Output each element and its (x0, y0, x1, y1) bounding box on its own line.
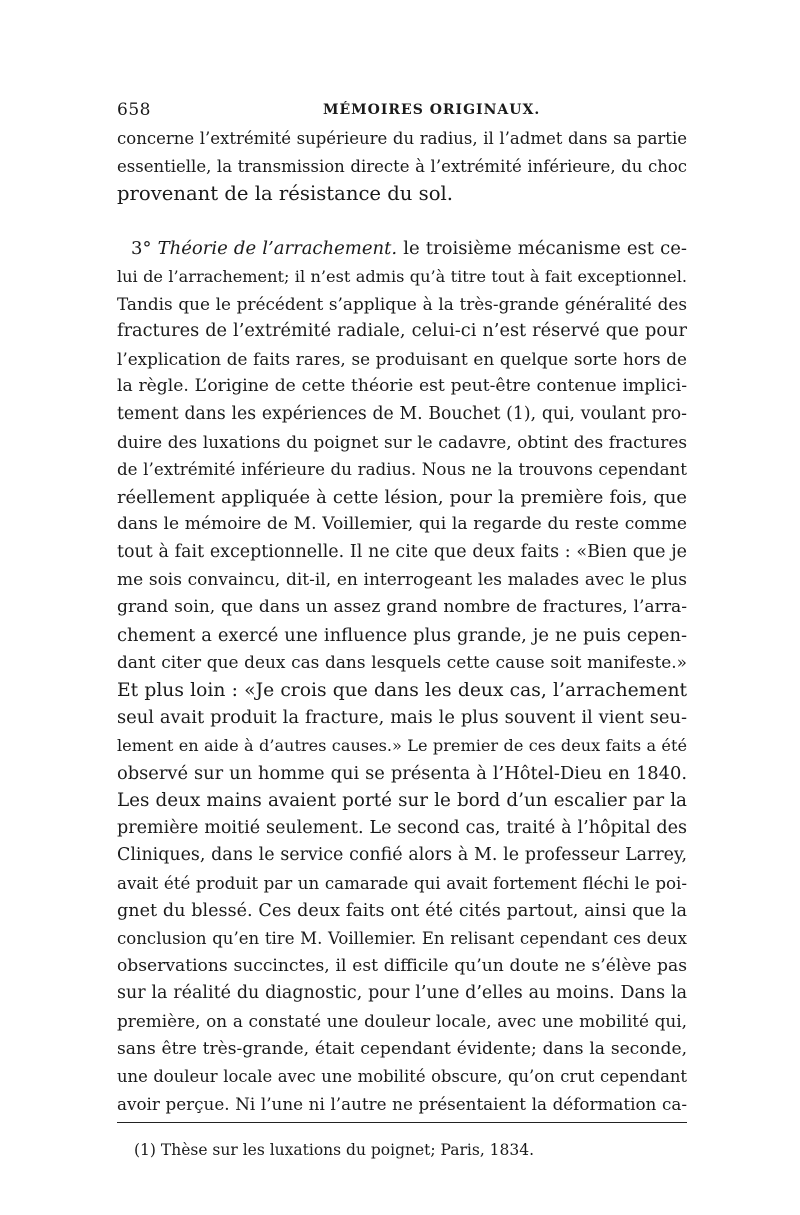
text-line: première, on a constaté une douleur locale, avec une mobilité qui, (117, 1011, 687, 1031)
text-line: le troisième mécanisme est ce- (403, 238, 687, 260)
text-line: gnet du blessé. Ces deux faits ont été cités partout, ainsi que la (117, 900, 687, 921)
text-line: tout à fait exceptionnelle. Il ne cite que deux faits : «Bien que je (117, 541, 687, 562)
text-line: observé sur un homme qui se présenta à l’Hôtel-Dieu en 1840. (117, 762, 687, 784)
text-line: sans être très-grande, était cependant évidente; dans la seconde, (117, 1038, 687, 1059)
text-line: Et plus loin : «Je crois que dans les deux cas, l’arrachement (117, 679, 687, 701)
text-line: duire des luxations du poignet sur le cadavre, obtint des fractures (117, 431, 687, 452)
text-line: observations succinctes, il est difficile qu’un doute ne s’élève pas (117, 955, 687, 976)
body-text (117, 125, 687, 1118)
text-line: sur la réalité du diagnostic, pour l’une d’elles au moins. Dans la (117, 983, 687, 1004)
text-line: réellement appliquée à cette lésion, pour la première fois, que (117, 486, 687, 508)
text-line: chement a exercé une influence plus grande, je ne puis cepen- (117, 624, 687, 646)
footnote-rule (117, 1122, 687, 1123)
text-line: avoir perçue. Ni l’une ni l’autre ne présentaient la déformation ca- (117, 1093, 687, 1114)
section-heading-line (117, 235, 687, 263)
page-number: 658 (117, 100, 151, 120)
text-line: lement en aide à d’autres causes.» Le premier de ces deux faits a été (117, 736, 687, 756)
paragraph-gap (117, 208, 687, 236)
text-line: de l’extrémité inférieure du radius. Nous ne la trouvons cependant (117, 460, 687, 480)
text-line: dant citer que deux cas dans lesquels cette cause soit manifeste.» (117, 652, 687, 673)
page-header (117, 100, 687, 122)
text-line: la règle. L’origine de cette théorie est peut-être contenue implici- (117, 376, 687, 397)
text-line: provenant de la résistance du sol. (117, 182, 453, 206)
text-line: avait été produit par un camarade qui avait fortement fléchi le poi- (117, 874, 687, 894)
text-line: Cliniques, dans le service confié alors à M. le professeur Larrey, (117, 845, 687, 866)
section-title: Théorie de l’arrachement. (157, 238, 398, 260)
text-line: une douleur locale avec une mobilité obscure, qu’on crut cependant (117, 1067, 687, 1087)
running-title: MÉMOIRES ORIGINAUX. (323, 102, 541, 118)
text-line: essentielle, la transmission directe à l’extrémité inférieure, du choc (117, 156, 687, 176)
text-line: concerne l’extrémité supérieure du radius, il l’admet dans sa partie (117, 129, 687, 148)
text-line: première moitié seulement. Le second cas, traité à l’hôpital des (117, 817, 687, 838)
text-line: fractures de l’extrémité radiale, celui-ci n’est réservé que pour (117, 321, 687, 342)
text-line: l’explication de faits rares, se produisant en quelque sorte hors de (117, 348, 687, 369)
footnote: (1) Thèse sur les luxations du poignet; Paris, 1834. (134, 1141, 535, 1159)
text-line: me sois convaincu, dit-il, en interrogeant les malades avec le plus (117, 569, 687, 590)
text-line: lui de l’arrachement; il n’est admis qu’à titre tout à fait exceptionnel. (117, 266, 687, 286)
text-line: conclusion qu’en tire M. Voillemier. En relisant cependant ces deux (117, 929, 687, 949)
text-line: seul avait produit la fracture, mais le plus souvent il vient seu- (117, 707, 687, 729)
text-line: grand soin, que dans un assez grand nombre de fractures, l’arra- (117, 597, 687, 618)
section-number: 3° (131, 238, 152, 260)
text-line: tement dans les expériences de M. Bouchet (1), qui, voulant pro- (117, 403, 687, 424)
text-line: dans le mémoire de M. Voillemier, qui la regarde du reste comme (117, 514, 687, 535)
text-line: Les deux mains avaient porté sur le bord d’un escalier par la (117, 790, 687, 812)
text-line: Tandis que le précédent s’applique à la très-grande généralité des (117, 293, 687, 314)
